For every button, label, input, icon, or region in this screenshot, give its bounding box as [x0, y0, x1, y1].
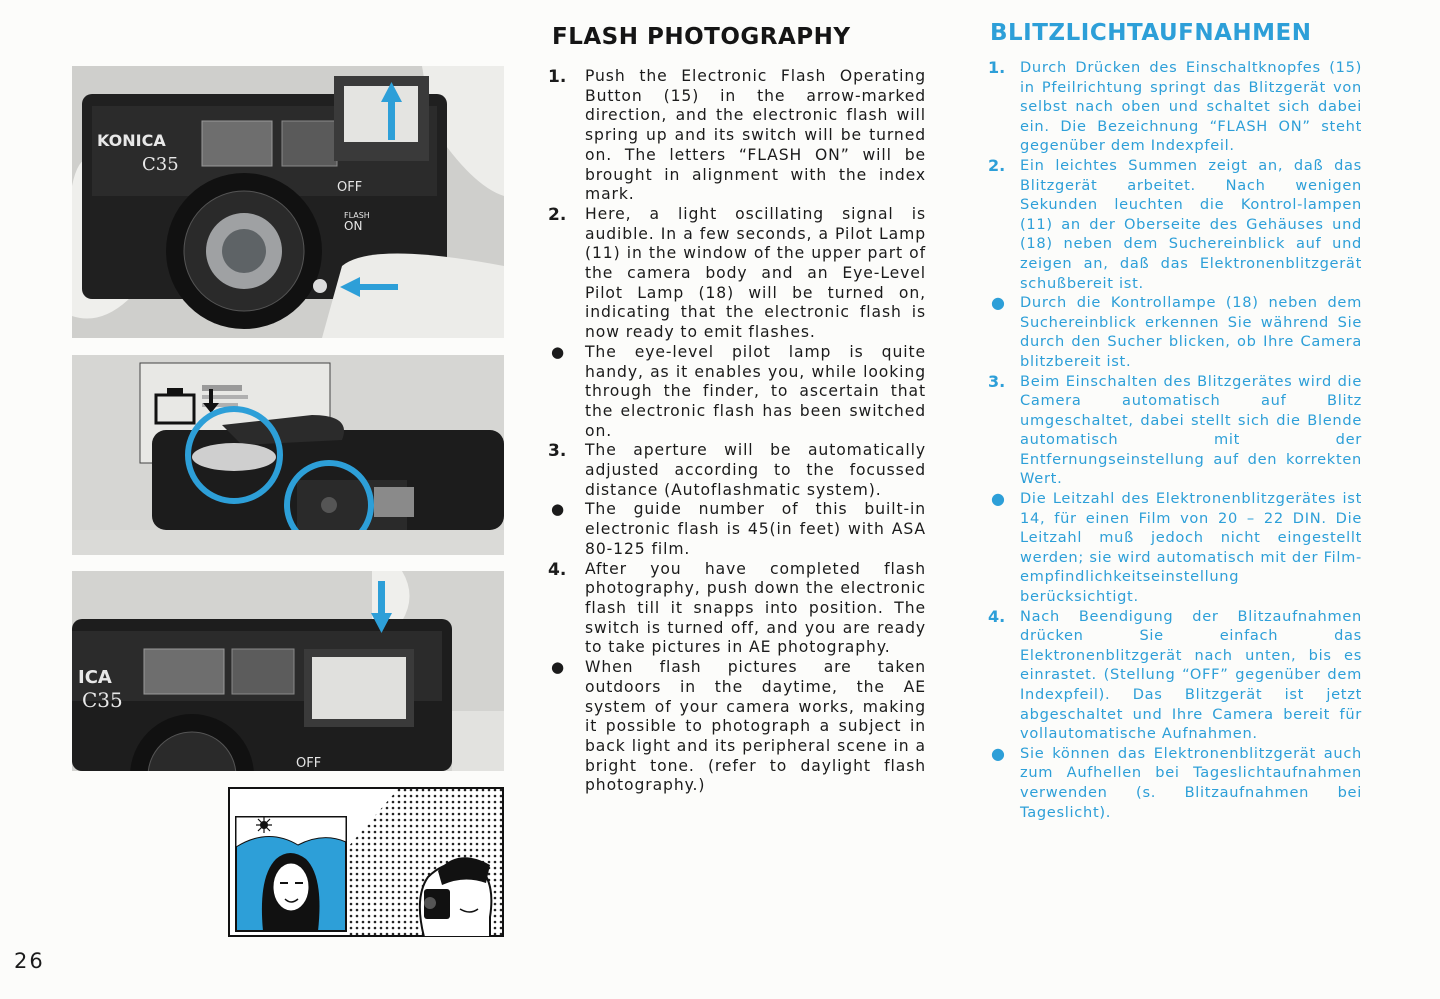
brand-label: KONICA	[97, 131, 166, 150]
bullet-marker: ●	[991, 489, 1005, 509]
item-text: Durch die Kontrollampe (18) neben dem Suchereinblick erkennen Sie während Sie durch den Sucher blicken, ob Ihre Camera blitzbereit ist.	[1020, 294, 1362, 370]
item-text: After you have completed flash photography, push down the electronic flash till it snapps into position. The switch is turned off, and you are ready to take pictures in AE photography.	[585, 559, 926, 657]
off-label: OFF	[337, 180, 363, 195]
english-bullet-1	[548, 343, 926, 442]
german-bullet-2	[988, 489, 1362, 607]
item-text: Ein leichtes Summen zeigt an, daß das Blitzgerät arbeitet. Nach wenigen Sekunden leuchten die Kontrol-lampen (11) an der Oberseite des Gehäuses und (18) neben dem Suchereinblick auf und zeigen an, daß das Elektronenblitzgerät schußbereit ist.	[1020, 156, 1362, 292]
bullet-marker: ●	[991, 743, 1005, 763]
item-text: The eye-level pilot lamp is quite handy, as it enables you, while looking through the finder, to ascertain that the electronic flash has been switched on.	[585, 342, 926, 440]
sun-icon	[256, 817, 272, 833]
item-text: The guide number of this built-in electronic flash is 45(in feet) with ASA 80-125 film.	[585, 500, 926, 558]
bullet-marker: ●	[991, 293, 1005, 313]
on-label: ON	[344, 219, 363, 233]
english-bullet-2	[548, 500, 926, 559]
bullet-marker: ●	[551, 500, 565, 519]
german-item-1	[988, 58, 1362, 156]
english-bullet-3	[548, 658, 926, 796]
german-item-2	[988, 156, 1362, 293]
german-bullet-3	[988, 744, 1362, 822]
english-column	[548, 24, 926, 796]
german-column	[988, 20, 1362, 822]
photo-camera-flash-up	[72, 66, 504, 338]
item-text: Durch Drücken des Einschaltknopfes (15) in Pfeilrichtung springt das Blitzgerät von selbst nach oben und schaltet sich dabei ein. Die Bezeichnung “FLASH ON” steht gegenüber dem Indexpfeil.	[1020, 59, 1362, 155]
item-marker: 2.	[988, 155, 1006, 175]
item-text: Sie können das Elektronenblitzgerät auch zum Aufhellen bei Tageslichtaufnahmen verwenden (s. Blitzaufnahmen bei Tageslicht).	[1020, 744, 1362, 821]
english-item-1	[548, 67, 926, 205]
item-text: The aperture will be automatically adjusted according to the focussed distance (Autoflashmatic system).	[585, 441, 926, 499]
item-marker: 1.	[988, 58, 1006, 77]
flash-label: FLASH	[344, 211, 370, 220]
brand-label-cropped: ICA	[78, 667, 112, 688]
illustration-daylight-flash-cartoon	[228, 787, 504, 937]
item-text: Push the Electronic Flash Operating Button (15) in the arrow-marked direction, and the electronic flash will spring up and its switch will be turned on. The letters “FLASH ON” will be brought in alignment with the index mark.	[585, 67, 926, 204]
off-label-cropped: OFF	[296, 756, 322, 771]
german-bullet-1	[988, 293, 1362, 371]
item-text: When flash pictures are taken outdoors in the daytime, the AE system of your camera works, making it possible to photograph a subject in back light and its peripheral scene in a bright tone. (refer to daylight flash photography.)	[585, 658, 926, 795]
english-item-4	[548, 560, 926, 659]
item-text: Nach Beendigung der Blitzaufnahmen drücken Sie einfach das Elektronenblitzgerät nach unten, bis es einrastet. (Stellung “OFF” gegenüber dem Indexpfeil). Das Blitzgerät ist jetzt abgeschaltet und Ihre Camera bereit für vollautomatische Aufnahmen.	[1020, 607, 1362, 743]
item-marker: 4.	[548, 559, 567, 580]
item-marker: 2.	[548, 204, 567, 225]
item-text: Beim Einschalten des Blitzgerätes wird die Camera automatisch auf Blitz umgeschaltet, dabei stellt sich die Blende automatisch mit der Entfernungseinstellung auf den korrekten Wert.	[1020, 372, 1362, 488]
english-title: FLASH PHOTOGRAPHY	[552, 24, 851, 50]
model-label: C35	[142, 154, 179, 175]
item-marker: 3.	[988, 371, 1006, 391]
item-marker: 4.	[988, 606, 1006, 626]
bullet-marker: ●	[551, 342, 565, 361]
item-text: Here, a light oscillating signal is audible. In a few seconds, a Pilot Lamp (11) in the window of the upper part of the camera body and an Eye-Level Pilot Lamp (18) will be turned on, indicating that the electronic flash is now ready to emit flashes.	[585, 204, 926, 342]
german-item-4	[988, 607, 1362, 744]
english-item-2	[548, 205, 926, 343]
model-label-cropped: C35	[82, 688, 123, 712]
german-title: BLITZLICHTAUFNAHMEN	[990, 20, 1312, 46]
photo-camera-top-pilot-lamps	[72, 355, 504, 555]
item-marker: 3.	[548, 441, 567, 462]
english-item-3	[548, 441, 926, 500]
bullet-marker: ●	[551, 658, 565, 677]
item-marker: 1.	[548, 67, 567, 87]
item-text: Die Leitzahl des Elektronenblitzgerätes ist 14, für einen Film von 20 – 22 DIN. Die Leitzahl muß jedoch nicht eingestellt werden; sie wird automatisch mit der Film-empfindlichkeitseinstellung berücksichtigt.	[1020, 490, 1362, 606]
photo-camera-flash-down	[72, 571, 504, 771]
german-item-3	[988, 372, 1362, 490]
page-number: 26	[14, 949, 45, 973]
